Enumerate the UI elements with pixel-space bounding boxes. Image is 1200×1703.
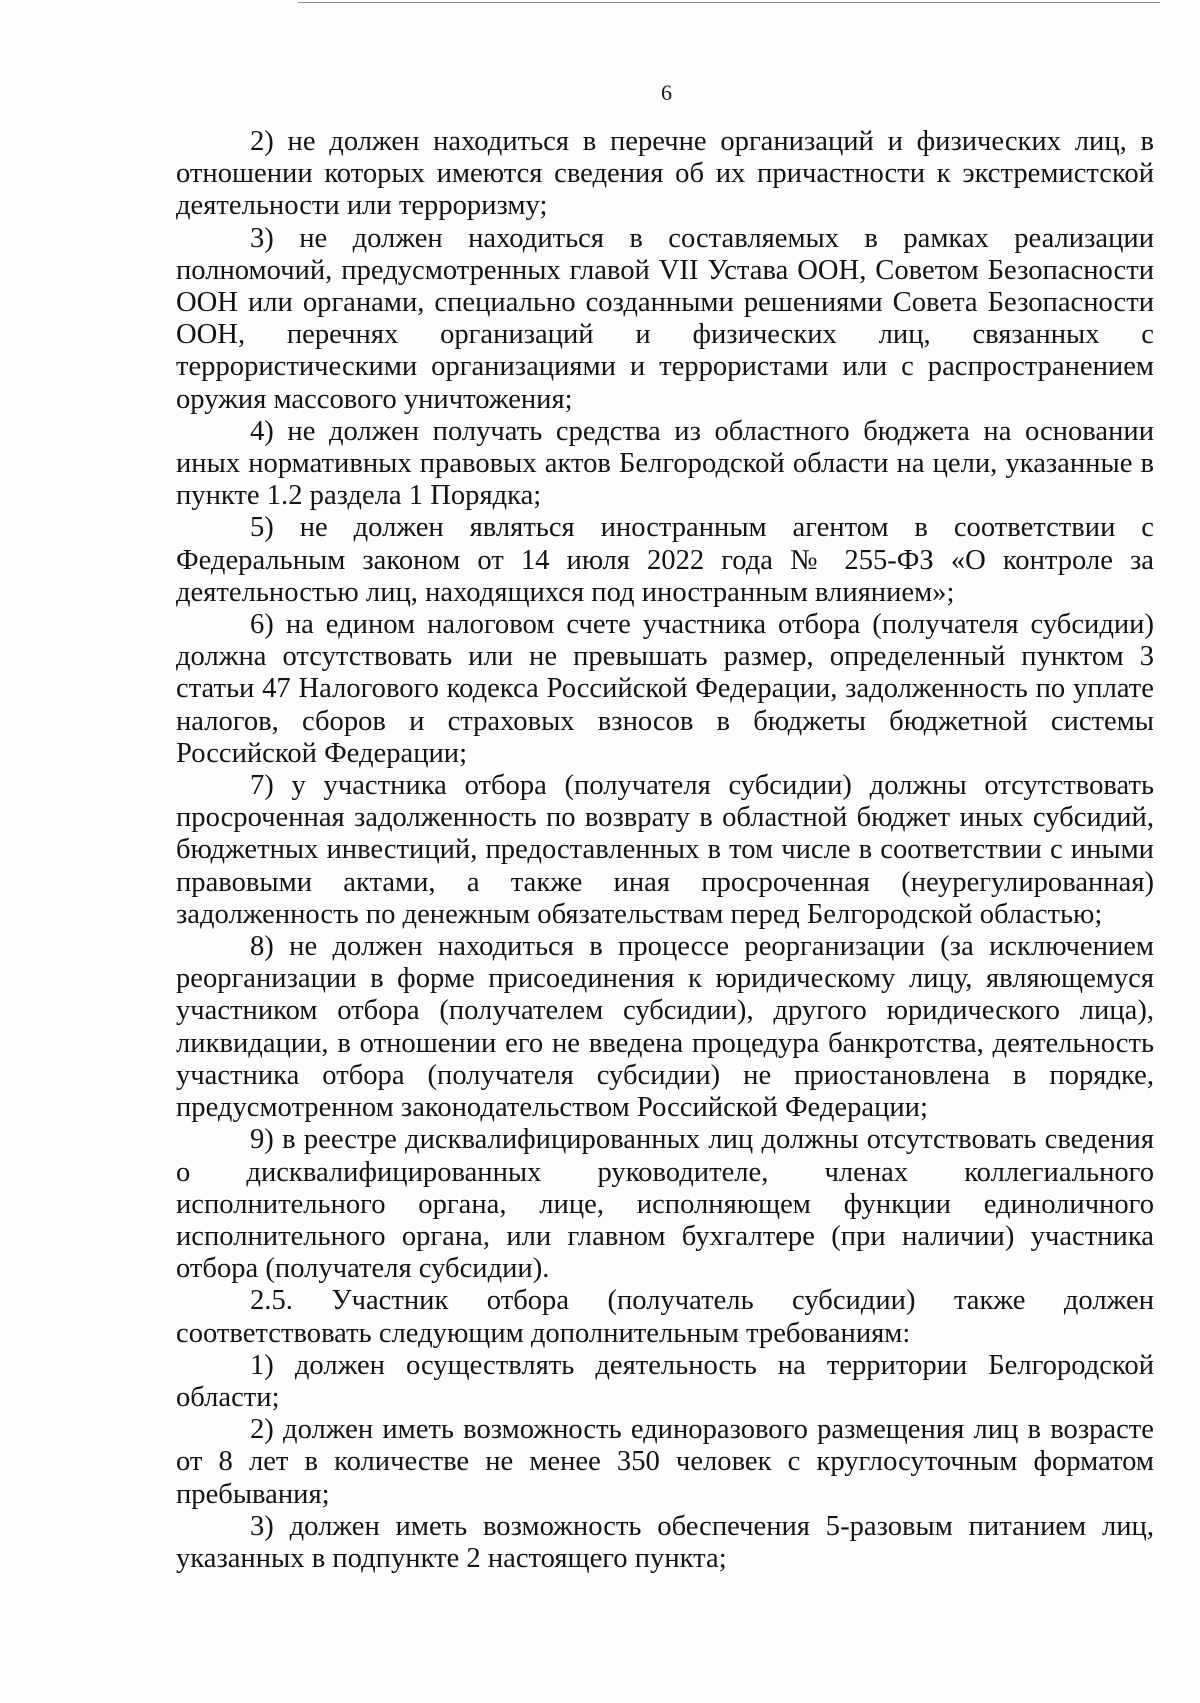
document-body bbox=[176, 126, 1154, 1575]
paragraph-item-4: 4) не должен получать средства из областного бюджета на основании иных нормативных правовых актов Белгородской области на цели, указанные в пункте 1.2 раздела 1 Порядка; bbox=[176, 415, 1154, 512]
paragraph-subitem-1: 1) должен осуществлять деятельность на территории Белгородской области; bbox=[176, 1349, 1154, 1413]
paragraph-item-2: 2) не должен находиться в перечне организаций и физических лиц, в отношении которых имеются сведения об их причастности к экстремистской деятельности или терроризму; bbox=[176, 126, 1154, 222]
paragraph-section-2-5: 2.5. Участник отбора (получатель субсидии) также должен соответствовать следующим дополнительным требованиям: bbox=[176, 1285, 1154, 1349]
page-number: 6 bbox=[661, 80, 672, 105]
paragraph-item-9: 9) в реестре дисквалифицированных лиц должны отсутствовать сведения о дисквалифицированных руководителе, членах коллегиального исполнительного органа, лице, исполняющем функции единоличного исполнительного органа, или главном бухгалтере (при наличии) участника отбора (получателя субсидии). bbox=[176, 1124, 1154, 1285]
paragraph-item-8: 8) не должен находиться в процессе реорганизации (за исключением реорганизации в форме присоединения к юридическому лицу, являющемуся участником отбора (получателем субсидии), другого юридического лица), ликвидации, в отношении его не введена процедура банкротства, деятельность участника отбора (получателя субсидии) не приостановлена в порядке, предусмотренном законодательством Российской Федерации; bbox=[176, 931, 1154, 1124]
paragraph-item-3: 3) не должен находиться в составляемых в рамках реализации полномочий, предусмотренных главой VII Устава ООН, Советом Безопасности ООН или органами, специально созданными решениями Совета Безопасности ООН, перечнях организаций и физических лиц, связанных с террористическими организациями и террористами или с распространением оружия массового уничтожения; bbox=[176, 222, 1154, 415]
paragraph-subitem-2: 2) должен иметь возможность единоразового размещения лиц в возрасте от 8 лет в количестве не менее 350 человек с круглосуточным форматом пребывания; bbox=[176, 1414, 1154, 1510]
paragraph-subitem-3: 3) должен иметь возможность обеспечения 5-разовым питанием лиц, указанных в подпункте 2 настоящего пункта; bbox=[176, 1510, 1154, 1574]
paragraph-item-7: 7) у участника отбора (получателя субсидии) должны отсутствовать просроченная задолженность по возврату в областной бюджет иных субсидий, бюджетных инвестиций, предоставленных в том числе в соответствии с иными правовыми актами, а также иная просроченная (неурегулированная) задолженность по денежным обязательствам перед Белгородской областью; bbox=[176, 770, 1154, 930]
paragraph-item-5: 5) не должен являться иностранным агентом в соответствии с Федеральным законом от 14 июля 2022 года № 255-ФЗ «О контроле за деятельностью лиц, находящихся под иностранным влиянием»; bbox=[176, 512, 1154, 608]
paragraph-item-6: 6) на едином налоговом счете участника отбора (получателя субсидии) должна отсутствовать или не превышать размер, определенный пунктом 3 статьи 47 Налогового кодекса Российской Федерации, задолженность по уплате налогов, сборов и страховых взносов в бюджеты бюджетной системы Российской Федерации; bbox=[176, 609, 1154, 769]
scan-edge-line bbox=[298, 2, 1160, 3]
